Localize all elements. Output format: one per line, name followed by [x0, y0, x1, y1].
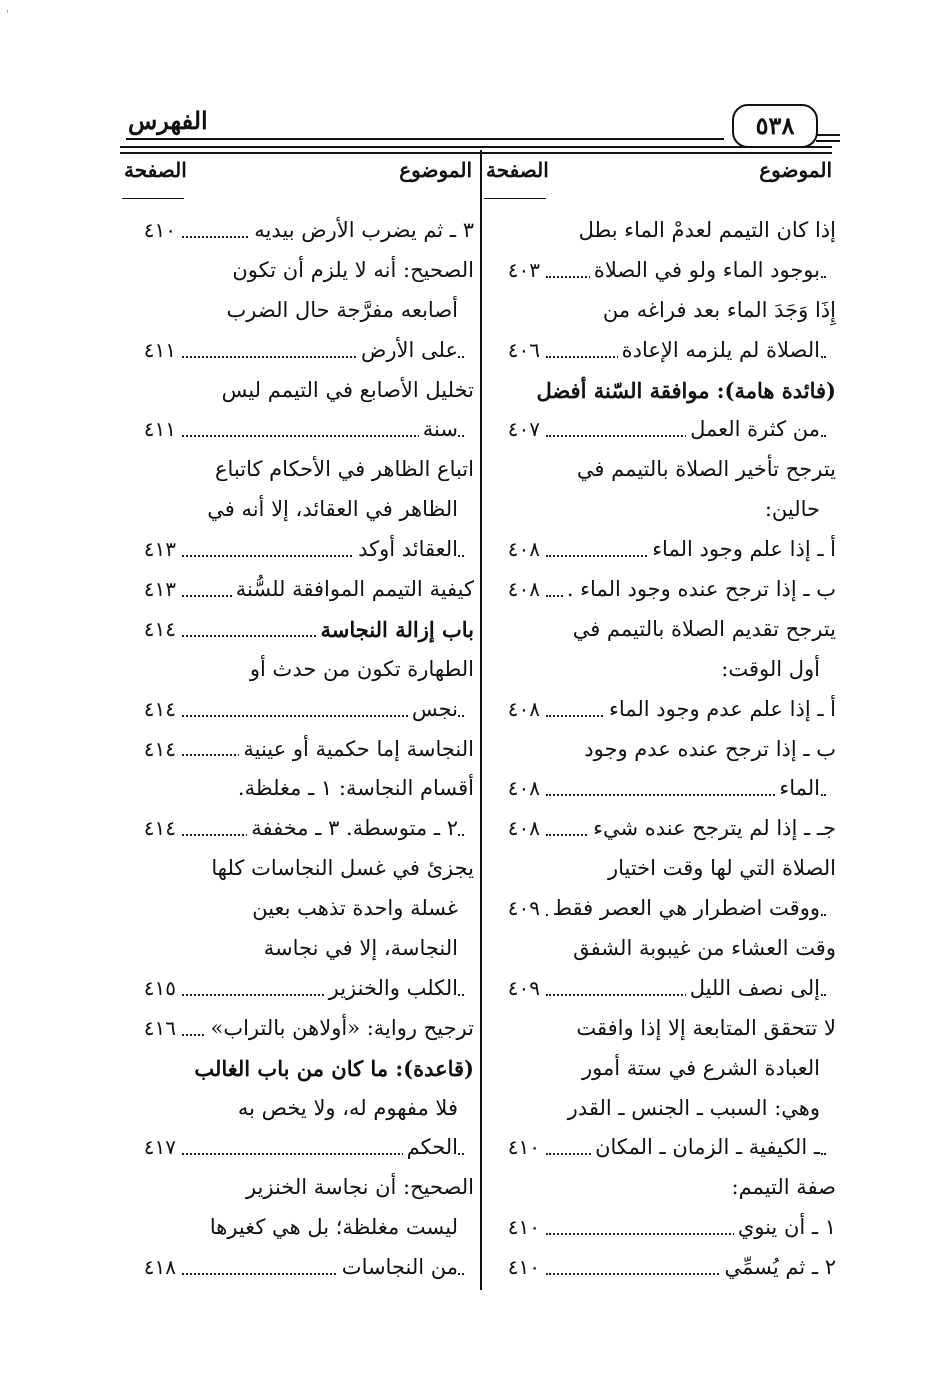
- entry-text: نجس: [408, 690, 458, 730]
- entry-text: أول الوقت:: [717, 650, 820, 690]
- entry-page-number: ٤٠٨: [507, 696, 540, 721]
- index-entry: [488, 331, 836, 371]
- index-entry: [488, 610, 836, 650]
- entry-text: سنة: [419, 410, 458, 450]
- entry-page-number: ٤١٠: [507, 1135, 540, 1160]
- index-entry: [488, 410, 836, 450]
- left-column-page-heading: الصفحة: [124, 158, 187, 182]
- index-entry: [124, 1168, 474, 1208]
- entry-text: العقائد أوكد: [354, 530, 458, 570]
- entry-page-number: ٤٠٨: [507, 816, 540, 841]
- entry-text: بوجود الماء ولو في الصلاة: [590, 251, 820, 291]
- header-double-rule: [120, 146, 832, 154]
- entry-page-number: ٤٠٨: [507, 577, 540, 602]
- index-entry: [124, 1208, 474, 1248]
- entry-text: وقت العشاء من غيبوبة الشفق: [569, 929, 836, 969]
- entry-page-number: ٤٠٧: [507, 417, 540, 442]
- index-entry: [488, 1009, 836, 1049]
- index-entry: [488, 929, 836, 969]
- index-entry: [488, 650, 836, 690]
- entry-text: الحكم: [403, 1128, 458, 1168]
- index-entry: [488, 1089, 836, 1129]
- page-heading-underline: [484, 198, 546, 199]
- index-entry: [124, 570, 474, 610]
- entry-text: يترجح تقديم الصلاة بالتيمم في: [569, 610, 836, 650]
- index-entry: [124, 1049, 474, 1089]
- entry-page-number: ٤١٠: [507, 1215, 540, 1240]
- entry-text: ـ الكيفية ـ الزمان ـ المكان: [591, 1128, 820, 1168]
- index-entry: [488, 769, 836, 809]
- entry-text: كيفية التيمم الموافقة للسُّنة: [232, 570, 474, 610]
- entry-page-number: ٤١٦: [143, 1015, 176, 1040]
- entry-text: ٢ ـ ثم يُسمِّي: [720, 1248, 836, 1288]
- entry-page-number: ٤١٥: [143, 975, 176, 1000]
- index-entry: [124, 490, 474, 530]
- entry-text: حالين:: [761, 490, 820, 530]
- right-index-column: [488, 211, 836, 1288]
- entry-text: غسلة واحدة تذهب بعين: [248, 889, 458, 929]
- entry-text: الصحيح: أن نجاسة الخنزير: [242, 1168, 474, 1208]
- entry-text: (قاعدة): ما كان من باب الغالب: [190, 1049, 474, 1089]
- entry-text: صفة التيمم:: [728, 1168, 837, 1208]
- index-entry: [124, 849, 474, 889]
- entry-page-number: ٤٠٩: [507, 896, 540, 921]
- entry-text: ووقت اضطرار هي العصر فقط: [549, 889, 820, 929]
- entry-text: ٢ ـ متوسطة. ٣ ـ مخففة: [247, 809, 458, 849]
- index-entry: [488, 530, 836, 570]
- entry-text: الظاهر في العقائد، إلا أنه في: [203, 490, 458, 530]
- index-entry: [488, 1248, 836, 1288]
- entry-page-number: ٤١٣: [143, 577, 176, 602]
- entry-text: الطهارة تكون من حدث أو: [246, 650, 474, 690]
- entry-text: العبادة الشرع في ستة أمور: [578, 1049, 820, 1089]
- entry-text: أقسام النجاسة: ١ ـ مغلظة.: [234, 769, 474, 809]
- entry-page-number: ٤١٣: [143, 537, 176, 562]
- entry-text: الصحيح: أنه لا يلزم أن تكون: [228, 251, 474, 291]
- entry-page-number: ٤١٨: [143, 1255, 176, 1280]
- entry-text: (فائدة هامة): موافقة السّنة أفضل: [532, 371, 836, 411]
- entry-text: النجاسة إما حكمية أو عينية: [239, 730, 474, 770]
- index-entry: [124, 969, 474, 1009]
- index-entry: [488, 849, 836, 889]
- index-entry: [488, 809, 836, 849]
- scan-mark: ˈ: [6, 10, 9, 21]
- right-column-page-heading: الصفحة: [486, 158, 549, 182]
- entry-page-number: ٤٠٨: [507, 537, 540, 562]
- index-entry: [124, 929, 474, 969]
- index-entry: [488, 291, 836, 331]
- entry-text: إلى نصف الليل: [686, 969, 820, 1009]
- entry-page-number: ٤١٤: [143, 736, 176, 761]
- entry-page-number: ٤١٠: [143, 218, 176, 242]
- index-entry: [488, 371, 836, 411]
- section-title: الفهرس: [128, 106, 208, 135]
- entry-text: أ ـ إذا علم وجود الماء: [648, 530, 836, 570]
- entry-text: أ ـ إذا علم عدم وجود الماء: [605, 690, 836, 730]
- entry-text: باب إزالة النجاسة: [317, 610, 474, 650]
- entry-text: من النجاسات: [338, 1248, 458, 1288]
- entry-text: ب ـ إذا ترجح عنده عدم وجود: [580, 730, 836, 770]
- index-entry: [124, 251, 474, 291]
- entry-page-number: ٤١٧: [143, 1135, 176, 1160]
- index-entry: [124, 1128, 474, 1168]
- index-entry: [488, 1049, 836, 1089]
- entry-text: ١ ـ أن ينوي: [734, 1208, 836, 1248]
- entry-page-number: ٤١٤: [143, 816, 176, 841]
- index-entry: [488, 490, 836, 530]
- badge-side-rules: [816, 130, 840, 142]
- entry-text: الصلاة التي لها وقت اختيار: [604, 849, 836, 889]
- entry-page-number: ٤١٠: [507, 1255, 540, 1280]
- entry-page-number: ٤١٤: [143, 616, 176, 641]
- entry-text: ليست مغلظة؛ بل هي كغيرها: [206, 1208, 458, 1248]
- index-entry: [488, 690, 836, 730]
- index-entry: [488, 251, 836, 291]
- entry-text: أصابعه مفرَّجة حال الضرب: [223, 291, 458, 331]
- entry-text: من كثرة العمل: [686, 410, 820, 450]
- entry-text: على الأرض: [357, 331, 458, 371]
- header-rule: [126, 138, 724, 140]
- entry-text: اتباع الظاهر في الأحكام كاتباع: [211, 450, 474, 490]
- entry-text: إذا كان التيمم لعدمْ الماء بطل: [575, 211, 836, 251]
- index-entry: [488, 1168, 836, 1208]
- entry-page-number: ٤٠٨: [507, 776, 540, 801]
- index-entry: [488, 1128, 836, 1168]
- entry-page-number: ٤١١: [143, 337, 176, 362]
- index-entry: [124, 371, 474, 411]
- index-entry: [124, 690, 474, 730]
- entry-text: يترجح تأخير الصلاة بالتيمم في: [573, 450, 836, 490]
- entry-text: يجزئ في غسل النجاسات كلها: [207, 849, 474, 889]
- entry-text: ب ـ إذا ترجح عنده وجود الماء .: [563, 570, 836, 610]
- column-divider: [480, 150, 482, 1290]
- index-entry: [124, 1089, 474, 1129]
- entry-text: ترجيح رواية: «أولاهن بالتراب»: [206, 1009, 474, 1049]
- page-heading-underline: [122, 198, 184, 199]
- index-entry: [488, 450, 836, 490]
- entry-page-number: ٤١٤: [143, 696, 176, 721]
- index-entry: [124, 1248, 474, 1288]
- entry-page-number: ٤١١: [143, 417, 176, 442]
- entry-text: لا تتحقق المتابعة إلا إذا وافقت: [572, 1009, 836, 1049]
- index-entry: [124, 889, 474, 929]
- page-number-badge: ٥٣٨: [732, 104, 818, 148]
- left-index-column: [124, 211, 474, 1288]
- entry-page-number: ٤٠٦: [507, 337, 540, 362]
- running-header: [120, 100, 832, 154]
- entry-text: جـ ـ إذا لم يترجح عنده شيء: [589, 809, 836, 849]
- index-entry: [124, 410, 474, 450]
- entry-text: فلا مفهوم له، ولا يخص به: [234, 1089, 458, 1129]
- index-entry: [124, 211, 474, 251]
- index-entry: [124, 450, 474, 490]
- index-entry: [124, 730, 474, 770]
- entry-text: الكلب والخنزير: [325, 969, 458, 1009]
- index-entry: [488, 211, 836, 251]
- entry-text: تخليل الأصابع في التيمم ليس: [218, 371, 474, 411]
- index-entry: [124, 331, 474, 371]
- index-entry: [124, 650, 474, 690]
- entry-page-number: ٤٠٣: [507, 257, 540, 282]
- entry-text: وهي: السبب ـ الجنس ـ القدر: [564, 1089, 820, 1129]
- entry-page-number: ٤٠٩: [507, 975, 540, 1000]
- index-entry: [488, 969, 836, 1009]
- index-entry: [124, 769, 474, 809]
- index-entry: [124, 610, 474, 650]
- index-entry: [124, 530, 474, 570]
- index-entry: [488, 730, 836, 770]
- index-entry: [488, 889, 836, 929]
- entry-text: إِذَا وَجَدَ الماء بعد فراغه من: [599, 291, 836, 331]
- left-column-topic-heading: الموضوع: [399, 158, 472, 182]
- index-entry: [488, 1208, 836, 1248]
- entry-text: ٣ ـ ثم يضرب الأرض بيديه: [250, 211, 474, 251]
- entry-text: الصلاة لم يلزمه الإعادة: [618, 331, 820, 371]
- index-entry: [124, 291, 474, 331]
- index-entry: [124, 1009, 474, 1049]
- index-entry: [488, 570, 836, 610]
- right-column-topic-heading: الموضوع: [759, 158, 832, 182]
- entry-text: النجاسة، إلا في نجاسة: [260, 929, 458, 969]
- entry-text: الماء: [775, 769, 820, 809]
- index-entry: [124, 809, 474, 849]
